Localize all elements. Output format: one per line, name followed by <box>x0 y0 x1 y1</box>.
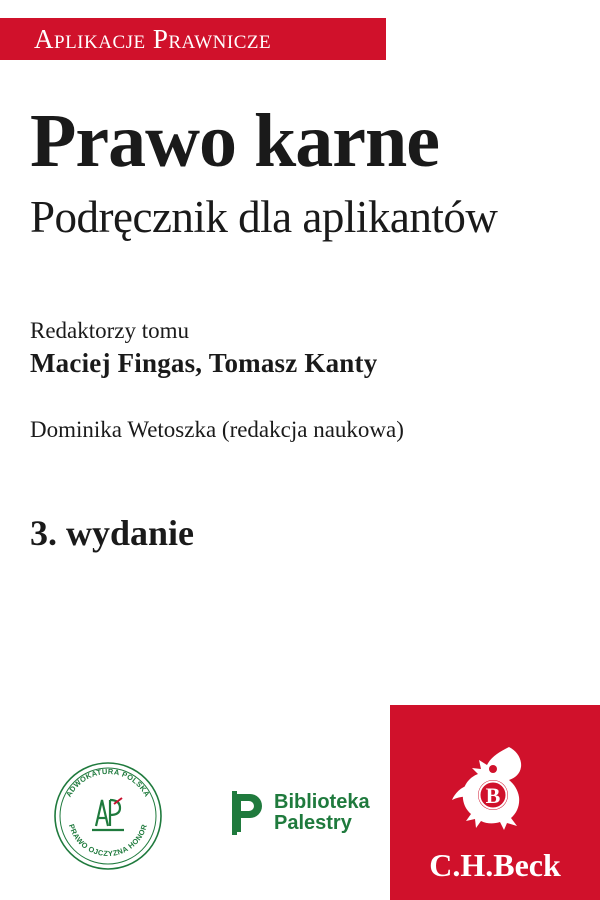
editors-names: Maciej Fingas, Tomasz Kanty <box>30 348 378 378</box>
edition-label: 3. wydanie <box>30 513 195 553</box>
palestra-mark-icon <box>232 791 266 835</box>
editors-block <box>30 318 575 379</box>
series-title: Aplikacje Prawnicze <box>34 23 272 54</box>
palestra-line-1: Biblioteka <box>274 790 370 813</box>
svg-text:ADWOKATURA POLSKA: ADWOKATURA POLSKA <box>64 766 152 799</box>
publisher-block <box>390 705 600 900</box>
title-block <box>30 99 575 243</box>
page-title: Prawo karne <box>30 99 440 183</box>
palestra-line-2: Palestry <box>274 812 352 834</box>
palestra-text-block <box>274 792 370 835</box>
publisher-name: C.H.Beck <box>429 847 561 883</box>
griffin-emblem-letter: B <box>485 783 501 808</box>
scientific-editor: Dominika Wetoszka (redakcja naukowa) <box>30 417 404 442</box>
biblioteka-palestry-logo <box>232 778 392 848</box>
series-banner <box>0 18 386 60</box>
editors-label: Redaktorzy tomu <box>30 318 190 343</box>
page-subtitle: Podręcznik dla aplikantów <box>30 192 498 243</box>
svg-text:PRAWO OJCZYZNA HONOR: PRAWO OJCZYZNA HONOR <box>67 822 149 859</box>
adwokatura-polska-logo <box>52 760 164 872</box>
griffin-icon <box>439 733 551 845</box>
